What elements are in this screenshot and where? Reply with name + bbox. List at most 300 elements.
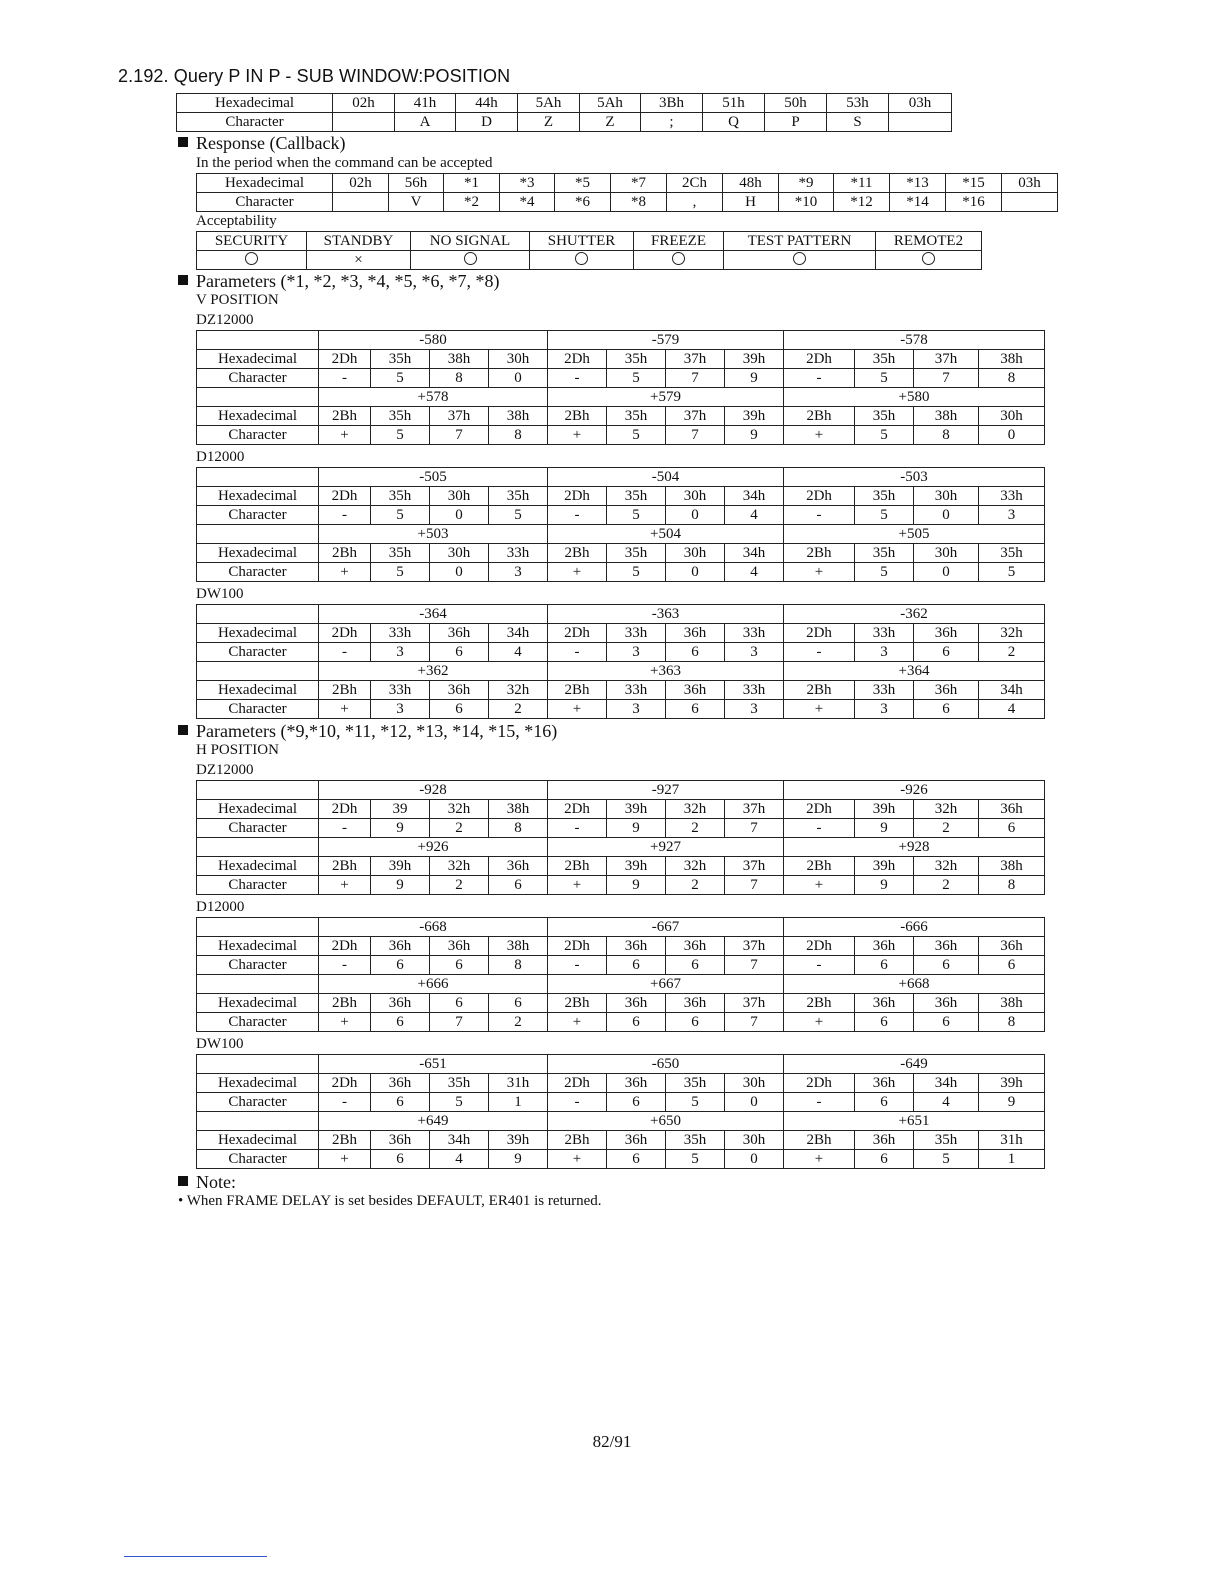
byte-cell: 5 bbox=[666, 1093, 725, 1112]
byte-cell: 36h bbox=[430, 937, 489, 956]
byte-cell: 2 bbox=[430, 819, 489, 838]
byte-cell: 51h bbox=[703, 94, 765, 113]
row-label: Character bbox=[197, 506, 319, 525]
byte-cell: 53h bbox=[827, 94, 889, 113]
byte-cell: + bbox=[319, 426, 371, 445]
row-label: Hexadecimal bbox=[197, 937, 319, 956]
byte-cell: 32h bbox=[430, 800, 489, 819]
byte-cell: 39h bbox=[979, 1074, 1045, 1093]
byte-cell: 5 bbox=[979, 563, 1045, 582]
response-table bbox=[196, 173, 1058, 212]
row-label: Character bbox=[197, 426, 319, 445]
byte-cell: - bbox=[548, 643, 607, 662]
circle-icon bbox=[672, 252, 685, 265]
byte-cell: 03h bbox=[1002, 174, 1058, 193]
hex-row bbox=[197, 487, 1045, 506]
byte-cell: 9 bbox=[371, 876, 430, 895]
byte-cell: 2Bh bbox=[319, 407, 371, 426]
byte-cell: V bbox=[389, 193, 444, 212]
byte-cell: 2Dh bbox=[548, 937, 607, 956]
byte-cell: 0 bbox=[914, 506, 979, 525]
byte-cell: 34h bbox=[489, 624, 548, 643]
value-label: -363 bbox=[548, 605, 784, 624]
byte-cell: 0 bbox=[430, 506, 489, 525]
byte-cell: 33h bbox=[855, 624, 914, 643]
byte-cell: *10 bbox=[779, 193, 834, 212]
hex-row bbox=[197, 407, 1045, 426]
byte-cell: 6 bbox=[914, 700, 979, 719]
byte-cell: + bbox=[784, 563, 855, 582]
value-label-row bbox=[197, 918, 1045, 937]
byte-cell: 5 bbox=[666, 1150, 725, 1169]
row-label: Hexadecimal bbox=[197, 994, 319, 1013]
byte-cell: 36h bbox=[371, 937, 430, 956]
byte-cell: 35h bbox=[979, 544, 1045, 563]
byte-cell: 36h bbox=[914, 994, 979, 1013]
value-label-row bbox=[197, 838, 1045, 857]
byte-cell: 33h bbox=[607, 681, 666, 700]
params-v-heading bbox=[178, 271, 499, 292]
byte-cell: 33h bbox=[489, 544, 548, 563]
byte-cell: + bbox=[548, 1013, 607, 1032]
byte-cell: + bbox=[548, 876, 607, 895]
byte-cell: 36h bbox=[607, 1131, 666, 1150]
circle-icon bbox=[793, 252, 806, 265]
row-label: Hexadecimal bbox=[177, 94, 333, 113]
byte-cell: 6 bbox=[607, 1150, 666, 1169]
row-label: Character bbox=[197, 700, 319, 719]
blank-cell bbox=[197, 662, 319, 681]
byte-cell: - bbox=[548, 956, 607, 975]
byte-cell: 2Dh bbox=[319, 937, 371, 956]
byte-cell: 36h bbox=[914, 624, 979, 643]
byte-cell: 8 bbox=[430, 369, 489, 388]
byte-cell: 2Bh bbox=[548, 544, 607, 563]
byte-cell: 6 bbox=[979, 819, 1045, 838]
acceptability-table bbox=[196, 231, 982, 270]
byte-cell: 6 bbox=[666, 643, 725, 662]
byte-cell: 7 bbox=[725, 1013, 784, 1032]
byte-cell: 56h bbox=[389, 174, 444, 193]
not-accepted-cross-icon: × bbox=[307, 251, 411, 270]
byte-cell: *16 bbox=[946, 193, 1002, 212]
bullet-square-icon bbox=[178, 137, 188, 147]
byte-cell: 8 bbox=[914, 426, 979, 445]
byte-cell: 33h bbox=[725, 681, 784, 700]
byte-cell: 30h bbox=[666, 487, 725, 506]
byte-cell: 34h bbox=[430, 1131, 489, 1150]
byte-cell: 30h bbox=[489, 350, 548, 369]
byte-cell: - bbox=[548, 1093, 607, 1112]
blank-cell bbox=[197, 468, 319, 487]
blank-cell bbox=[197, 1055, 319, 1074]
byte-cell: + bbox=[548, 563, 607, 582]
byte-cell: 3Bh bbox=[641, 94, 703, 113]
byte-cell: - bbox=[319, 506, 371, 525]
value-label: +503 bbox=[319, 525, 548, 544]
byte-cell: *7 bbox=[611, 174, 667, 193]
byte-cell: 2 bbox=[430, 876, 489, 895]
blank-cell bbox=[197, 1112, 319, 1131]
value-label-row bbox=[197, 662, 1045, 681]
byte-cell: 6 bbox=[430, 994, 489, 1013]
row-label: Character bbox=[177, 113, 333, 132]
byte-cell: 35h bbox=[607, 487, 666, 506]
value-label: +666 bbox=[319, 975, 548, 994]
byte-cell: 03h bbox=[889, 94, 952, 113]
byte-cell: 5 bbox=[914, 1150, 979, 1169]
byte-cell: *11 bbox=[834, 174, 890, 193]
byte-cell: 6 bbox=[855, 956, 914, 975]
byte-cell: 6 bbox=[855, 1093, 914, 1112]
byte-cell: 33h bbox=[607, 624, 666, 643]
row-label: Character bbox=[197, 1093, 319, 1112]
byte-cell: 35h bbox=[855, 407, 914, 426]
note-heading bbox=[178, 1172, 236, 1193]
byte-cell: 6 bbox=[371, 1013, 430, 1032]
byte-cell: 3 bbox=[371, 700, 430, 719]
byte-cell: 5 bbox=[855, 506, 914, 525]
byte-cell: - bbox=[319, 956, 371, 975]
byte-cell: 5 bbox=[855, 426, 914, 445]
byte-cell: *5 bbox=[555, 174, 611, 193]
note-heading-text: Note: bbox=[196, 1172, 236, 1192]
byte-cell: 6 bbox=[371, 1150, 430, 1169]
hex-row bbox=[197, 681, 1045, 700]
byte-cell: - bbox=[319, 369, 371, 388]
byte-cell: 39h bbox=[489, 1131, 548, 1150]
byte-cell: 32h bbox=[979, 624, 1045, 643]
params-h-heading bbox=[178, 721, 557, 742]
char-row bbox=[197, 700, 1045, 719]
byte-cell: 2Bh bbox=[319, 857, 371, 876]
value-label: -580 bbox=[319, 331, 548, 350]
byte-cell: 30h bbox=[725, 1074, 784, 1093]
byte-cell: 2Bh bbox=[548, 1131, 607, 1150]
byte-cell: 8 bbox=[489, 956, 548, 975]
byte-cell: 36h bbox=[855, 937, 914, 956]
byte-cell: 2Dh bbox=[548, 487, 607, 506]
byte-cell: 38h bbox=[979, 857, 1045, 876]
row-label: Hexadecimal bbox=[197, 174, 333, 193]
row-label: Hexadecimal bbox=[197, 350, 319, 369]
byte-cell: + bbox=[784, 1150, 855, 1169]
byte-cell: 2 bbox=[666, 876, 725, 895]
value-label-row bbox=[197, 525, 1045, 544]
byte-cell: 35h bbox=[607, 350, 666, 369]
byte-cell: 37h bbox=[914, 350, 979, 369]
byte-cell: + bbox=[319, 1013, 371, 1032]
byte-cell: 6 bbox=[430, 700, 489, 719]
byte-cell: 6 bbox=[489, 876, 548, 895]
value-label: +651 bbox=[784, 1112, 1045, 1131]
byte-cell: 34h bbox=[725, 544, 784, 563]
row-label: Character bbox=[197, 819, 319, 838]
byte-cell: Q bbox=[703, 113, 765, 132]
h-position-table-dw100 bbox=[196, 1054, 1045, 1169]
byte-cell: 50h bbox=[765, 94, 827, 113]
byte-cell: 6 bbox=[914, 643, 979, 662]
command-hex-row bbox=[177, 94, 952, 113]
byte-cell: 9 bbox=[855, 876, 914, 895]
byte-cell: 6 bbox=[607, 1093, 666, 1112]
section-title: 2.192. Query P IN P - SUB WINDOW:POSITION bbox=[118, 66, 511, 86]
byte-cell: 4 bbox=[979, 700, 1045, 719]
byte-cell: 36h bbox=[855, 994, 914, 1013]
value-label: +928 bbox=[784, 838, 1045, 857]
byte-cell: 7 bbox=[430, 426, 489, 445]
value-label: +667 bbox=[548, 975, 784, 994]
accepted-circle-icon bbox=[197, 251, 307, 270]
byte-cell: 37h bbox=[725, 857, 784, 876]
byte-cell: 36h bbox=[666, 681, 725, 700]
byte-cell: 38h bbox=[489, 800, 548, 819]
byte-cell: + bbox=[319, 1150, 371, 1169]
byte-cell: + bbox=[319, 876, 371, 895]
byte-cell: 38h bbox=[489, 937, 548, 956]
byte-cell: 3 bbox=[725, 643, 784, 662]
byte-cell: 2Dh bbox=[784, 350, 855, 369]
value-label: +504 bbox=[548, 525, 784, 544]
byte-cell: 4 bbox=[725, 506, 784, 525]
byte-cell: 9 bbox=[855, 819, 914, 838]
byte-cell: 6 bbox=[607, 956, 666, 975]
byte-cell: H bbox=[723, 193, 779, 212]
char-row bbox=[197, 426, 1045, 445]
page-number: 82/91 bbox=[592, 1432, 632, 1451]
params-v-heading-text: Parameters (*1, *2, *3, *4, *5, *6, *7, *8) bbox=[196, 271, 500, 291]
byte-cell: 2Bh bbox=[319, 544, 371, 563]
byte-cell: 2Dh bbox=[319, 487, 371, 506]
byte-cell: 5 bbox=[607, 369, 666, 388]
byte-cell: 2Bh bbox=[784, 681, 855, 700]
byte-cell: 35h bbox=[855, 350, 914, 369]
byte-cell: 7 bbox=[666, 369, 725, 388]
value-label: -667 bbox=[548, 918, 784, 937]
byte-cell: 2 bbox=[914, 819, 979, 838]
accepted-circle-icon bbox=[634, 251, 724, 270]
byte-cell: 35h bbox=[855, 544, 914, 563]
byte-cell: 32h bbox=[666, 800, 725, 819]
byte-cell: 37h bbox=[725, 800, 784, 819]
blank-cell bbox=[197, 331, 319, 350]
byte-cell: + bbox=[548, 700, 607, 719]
byte-cell bbox=[1002, 193, 1058, 212]
row-label: Character bbox=[197, 876, 319, 895]
row-label: Hexadecimal bbox=[197, 857, 319, 876]
byte-cell bbox=[333, 113, 395, 132]
byte-cell: 2Bh bbox=[548, 857, 607, 876]
byte-cell: 35h bbox=[607, 407, 666, 426]
byte-cell: 3 bbox=[371, 643, 430, 662]
value-label-row bbox=[197, 468, 1045, 487]
byte-cell: 3 bbox=[607, 643, 666, 662]
byte-cell: 7 bbox=[666, 426, 725, 445]
value-label-row bbox=[197, 1112, 1045, 1131]
value-label: -505 bbox=[319, 468, 548, 487]
byte-cell: 2Dh bbox=[784, 487, 855, 506]
value-label: -579 bbox=[548, 331, 784, 350]
byte-cell: 6 bbox=[914, 956, 979, 975]
hex-row bbox=[197, 800, 1045, 819]
char-row bbox=[197, 956, 1045, 975]
byte-cell: - bbox=[319, 1093, 371, 1112]
acceptability-value-row bbox=[197, 251, 982, 270]
byte-cell: 36h bbox=[666, 937, 725, 956]
hex-row bbox=[197, 1074, 1045, 1093]
byte-cell: 5 bbox=[607, 506, 666, 525]
byte-cell: 33h bbox=[371, 624, 430, 643]
params-h-heading-text: Parameters (*9,*10, *11, *12, *13, *14, *15, *16) bbox=[196, 721, 558, 741]
row-label: Hexadecimal bbox=[197, 800, 319, 819]
byte-cell: 8 bbox=[979, 1013, 1045, 1032]
byte-cell: 6 bbox=[855, 1150, 914, 1169]
hex-row bbox=[197, 350, 1045, 369]
response-char-row bbox=[197, 193, 1058, 212]
byte-cell: 38h bbox=[914, 407, 979, 426]
value-label: +363 bbox=[548, 662, 784, 681]
byte-cell: 2Bh bbox=[319, 994, 371, 1013]
byte-cell: 39h bbox=[725, 350, 784, 369]
acceptability-header: SHUTTER bbox=[530, 232, 634, 251]
h-position-table-d12000 bbox=[196, 917, 1045, 1032]
params-h-subtitle: H POSITION bbox=[196, 742, 279, 758]
response-period-text: In the period when the command can be accepted bbox=[196, 155, 493, 171]
row-label: Character bbox=[197, 956, 319, 975]
byte-cell: 36h bbox=[371, 1131, 430, 1150]
byte-cell: 31h bbox=[489, 1074, 548, 1093]
row-label: Character bbox=[197, 369, 319, 388]
byte-cell: 0 bbox=[430, 563, 489, 582]
value-label-row bbox=[197, 331, 1045, 350]
byte-cell: 9 bbox=[725, 426, 784, 445]
byte-cell: 35h bbox=[855, 487, 914, 506]
byte-cell: 0 bbox=[725, 1093, 784, 1112]
char-row bbox=[197, 369, 1045, 388]
value-label: -650 bbox=[548, 1055, 784, 1074]
byte-cell: 6 bbox=[855, 1013, 914, 1032]
byte-cell: 2Bh bbox=[319, 1131, 371, 1150]
byte-cell: 2Dh bbox=[548, 624, 607, 643]
byte-cell: 36h bbox=[914, 681, 979, 700]
value-label-row bbox=[197, 605, 1045, 624]
byte-cell: 9 bbox=[371, 819, 430, 838]
accepted-circle-icon bbox=[724, 251, 876, 270]
byte-cell: - bbox=[784, 369, 855, 388]
acceptability-header-row bbox=[197, 232, 982, 251]
byte-cell: *6 bbox=[555, 193, 611, 212]
byte-cell: 5 bbox=[371, 506, 430, 525]
char-row bbox=[197, 563, 1045, 582]
char-row bbox=[197, 643, 1045, 662]
accepted-circle-icon bbox=[411, 251, 530, 270]
byte-cell: 9 bbox=[607, 876, 666, 895]
blank-cell bbox=[197, 525, 319, 544]
byte-cell: 39h bbox=[725, 407, 784, 426]
value-label: +649 bbox=[319, 1112, 548, 1131]
byte-cell: 39h bbox=[607, 800, 666, 819]
h-position-table-dz12000 bbox=[196, 780, 1045, 895]
byte-cell: 31h bbox=[979, 1131, 1045, 1150]
byte-cell: 5 bbox=[489, 506, 548, 525]
byte-cell: 39h bbox=[855, 800, 914, 819]
byte-cell: - bbox=[784, 1093, 855, 1112]
byte-cell: 02h bbox=[333, 174, 389, 193]
byte-cell: 38h bbox=[979, 350, 1045, 369]
byte-cell: - bbox=[319, 819, 371, 838]
byte-cell: - bbox=[784, 506, 855, 525]
byte-cell: 48h bbox=[723, 174, 779, 193]
byte-cell: 6 bbox=[979, 956, 1045, 975]
byte-cell: 35h bbox=[607, 544, 666, 563]
row-label: Character bbox=[197, 563, 319, 582]
byte-cell: *13 bbox=[890, 174, 946, 193]
byte-cell: 3 bbox=[979, 506, 1045, 525]
value-label: +580 bbox=[784, 388, 1045, 407]
byte-cell: 9 bbox=[725, 369, 784, 388]
blank-cell bbox=[197, 605, 319, 624]
char-row bbox=[197, 506, 1045, 525]
byte-cell: 36h bbox=[371, 1074, 430, 1093]
model-label: DW100 bbox=[196, 1036, 244, 1052]
byte-cell: 6 bbox=[666, 1013, 725, 1032]
byte-cell: - bbox=[319, 643, 371, 662]
byte-cell: 0 bbox=[666, 563, 725, 582]
byte-cell: 3 bbox=[855, 643, 914, 662]
circle-icon bbox=[575, 252, 588, 265]
byte-cell: + bbox=[319, 700, 371, 719]
byte-cell: 33h bbox=[725, 624, 784, 643]
byte-cell: 2 bbox=[914, 876, 979, 895]
row-label: Hexadecimal bbox=[197, 487, 319, 506]
value-label: +364 bbox=[784, 662, 1045, 681]
byte-cell: 2Bh bbox=[784, 994, 855, 1013]
v-position-table-d12000 bbox=[196, 467, 1045, 582]
response-hex-row bbox=[197, 174, 1058, 193]
byte-cell: 36h bbox=[430, 681, 489, 700]
byte-cell: 36h bbox=[430, 624, 489, 643]
hex-row bbox=[197, 937, 1045, 956]
byte-cell: 2Dh bbox=[319, 350, 371, 369]
byte-cell: 7 bbox=[725, 956, 784, 975]
byte-cell: 8 bbox=[979, 369, 1045, 388]
byte-cell: 35h bbox=[430, 1074, 489, 1093]
value-label: -649 bbox=[784, 1055, 1045, 1074]
byte-cell: 33h bbox=[855, 681, 914, 700]
response-heading-text: Response (Callback) bbox=[196, 133, 346, 153]
byte-cell: 2Dh bbox=[319, 1074, 371, 1093]
accepted-circle-icon bbox=[876, 251, 982, 270]
byte-cell: ; bbox=[641, 113, 703, 132]
byte-cell: 2Dh bbox=[784, 937, 855, 956]
row-label: Hexadecimal bbox=[197, 544, 319, 563]
byte-cell: *9 bbox=[779, 174, 834, 193]
byte-cell: 35h bbox=[666, 1074, 725, 1093]
row-label: Hexadecimal bbox=[197, 1131, 319, 1150]
byte-cell: 32h bbox=[430, 857, 489, 876]
byte-cell: - bbox=[548, 506, 607, 525]
byte-cell: 6 bbox=[666, 700, 725, 719]
value-label: -927 bbox=[548, 781, 784, 800]
byte-cell: D bbox=[456, 113, 518, 132]
byte-cell: 39h bbox=[855, 857, 914, 876]
byte-cell: *4 bbox=[500, 193, 555, 212]
params-v-subtitle: V POSITION bbox=[196, 292, 279, 308]
byte-cell: *12 bbox=[834, 193, 890, 212]
value-label-row bbox=[197, 781, 1045, 800]
hex-row bbox=[197, 994, 1045, 1013]
blank-cell bbox=[197, 388, 319, 407]
